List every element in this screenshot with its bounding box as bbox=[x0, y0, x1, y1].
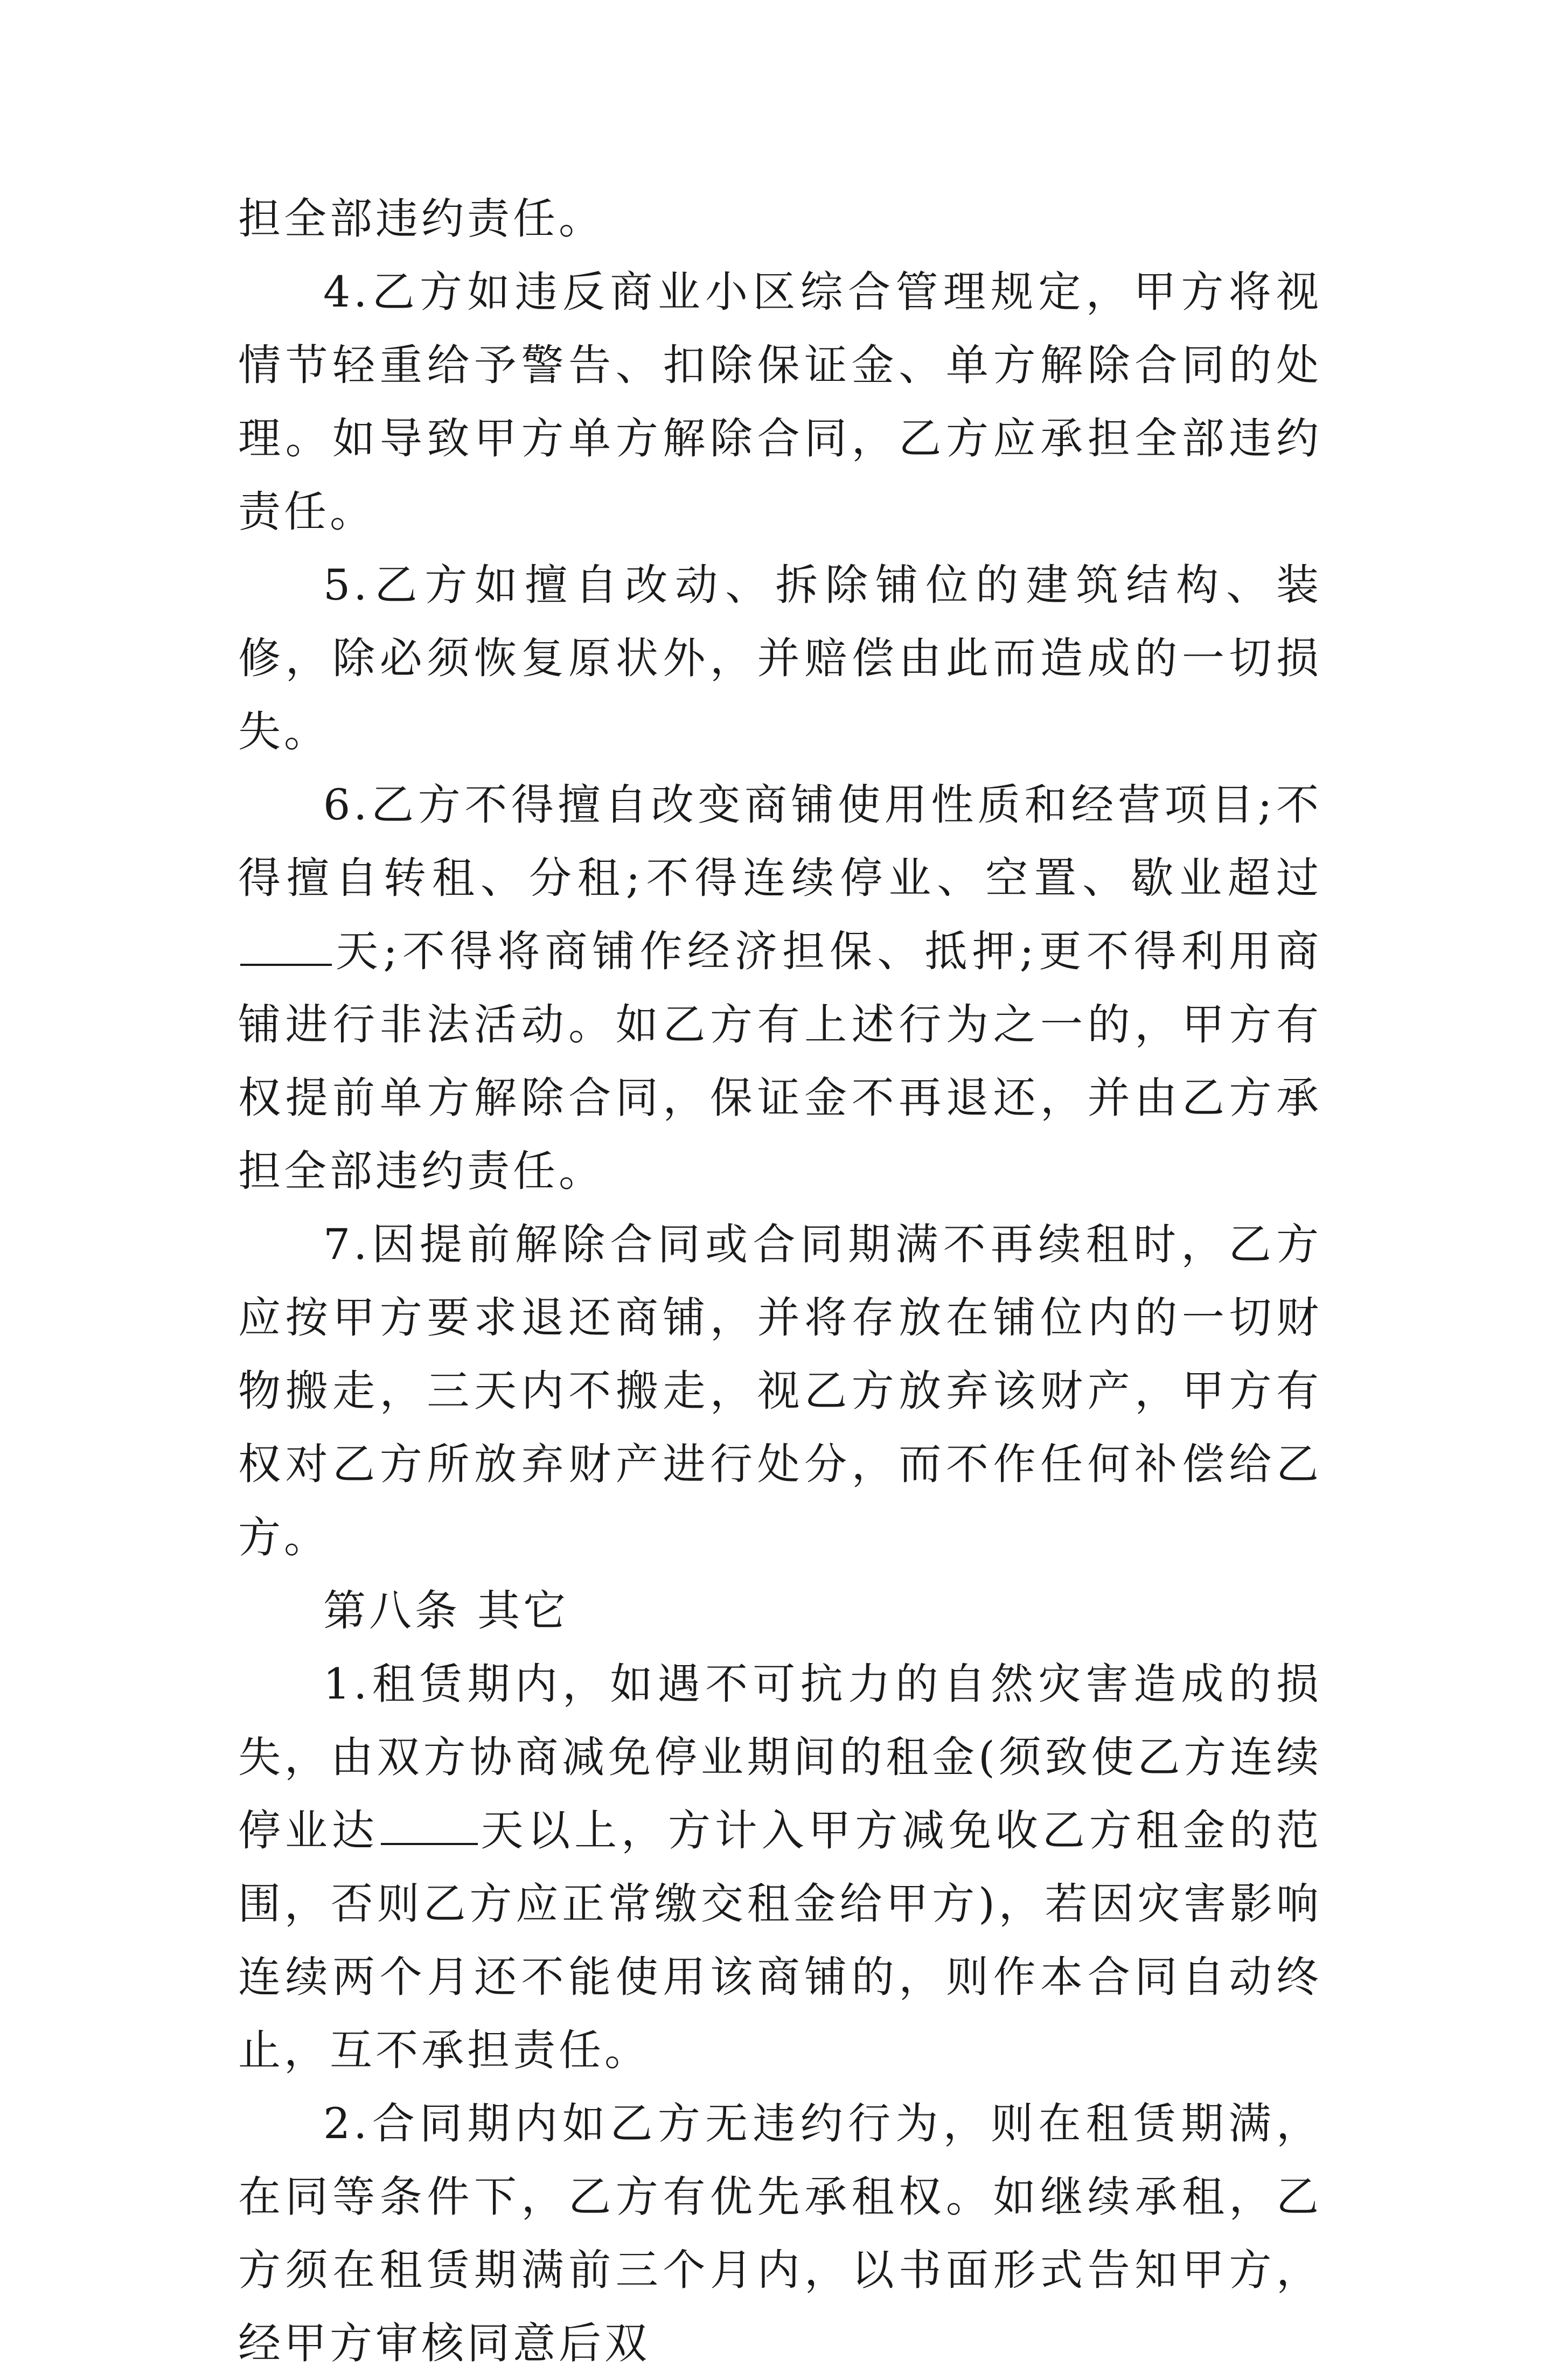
section-heading-article-8 bbox=[238, 1574, 1322, 1647]
paragraph-clause-5 bbox=[238, 548, 1322, 768]
paragraph-text: 4.乙方如违反商业小区综合管理规定，甲方将视情节轻重给予警告、扣除保证金、单方解除合同的处理。如导致甲方单方解除合同，乙方应承担全部违约责任。 bbox=[238, 267, 1322, 537]
paragraph-clause-6 bbox=[238, 768, 1322, 1208]
fill-in-blank-days[interactable] bbox=[240, 931, 332, 966]
paragraph-text: 5.乙方如擅自改动、拆除铺位的建筑结构、装修，除必须恢复原状外，并赔偿由此而造成的一切损失。 bbox=[238, 560, 1322, 756]
fill-in-blank-days[interactable] bbox=[381, 1811, 478, 1845]
paragraph-clause-4 bbox=[238, 255, 1322, 548]
paragraph-text: 6.乙方不得擅自改变商铺使用性质和经营项目;不得擅自转租、分租;不得连续停业、空置、歇业超过 bbox=[238, 780, 1322, 903]
paragraph-text: 1.租赁期内，如遇不可抗力的自然灾害造成的损失，由双方协商减免停业期间的租金(须致使乙方连续停业达 bbox=[238, 1659, 1322, 1855]
paragraph-text: 2.合同期内如乙方无违约行为，则在租赁期满，在同等条件下，乙方有优先承租权。如继续承租，乙方须在租赁期满前三个月内，以书面形式告知甲方，经甲方审核同意后双 bbox=[238, 2099, 1322, 2368]
paragraph-text: 天;不得将商铺作经济担保、抵押;更不得利用商铺进行非法活动。如乙方有上述行为之一的，甲方有权提前单方解除合同，保证金不再退还，并由乙方承担全部违约责任。 bbox=[238, 927, 1322, 1196]
paragraph-text: 担全部违约责任。 bbox=[238, 194, 604, 243]
paragraph-continuation bbox=[238, 182, 1322, 255]
paragraph-text: 7.因提前解除合同或合同期满不再续租时，乙方应按甲方要求退还商铺，并将存放在铺位内的一切财物搬走，三天内不搬走，视乙方放弃该财产，甲方有权对乙方所放弃财产进行处分，而不作任何补偿给乙方。 bbox=[238, 1220, 1322, 1562]
paragraph-clause-7 bbox=[238, 1208, 1322, 1574]
paragraph-article-8-item-2 bbox=[238, 2087, 1322, 2380]
heading-text: 第八条 其它 bbox=[323, 1586, 569, 1636]
document-body bbox=[238, 182, 1322, 2380]
paragraph-article-8-item-1 bbox=[238, 1647, 1322, 2087]
paragraph-text: 天以上，方计入甲方减免收乙方租金的范围，否则乙方应正常缴交租金给甲方)，若因灾害影响连续两个月还不能使用该商铺的，则作本合同自动终止，互不承担责任。 bbox=[238, 1806, 1323, 2075]
